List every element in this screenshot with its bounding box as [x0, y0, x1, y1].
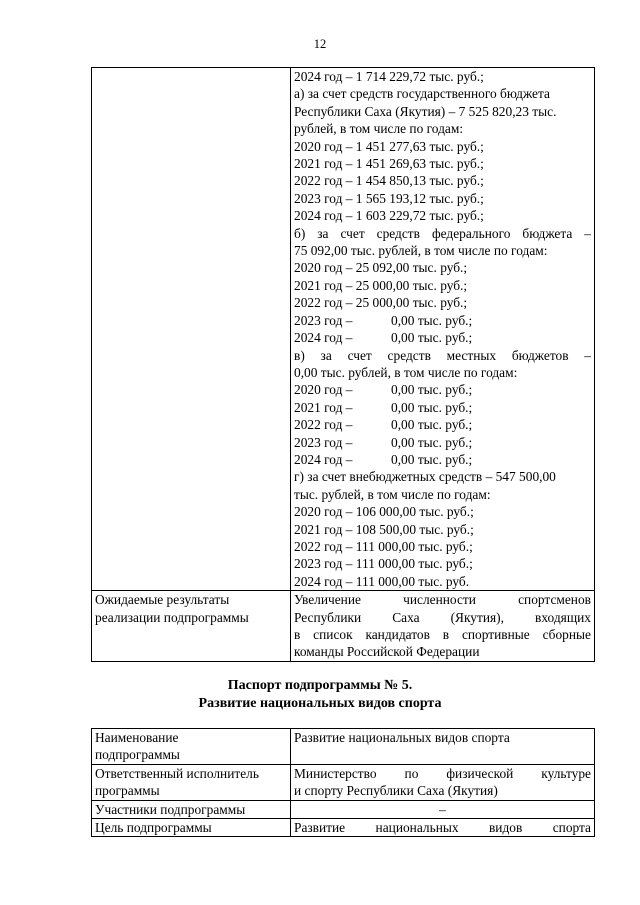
row-label-cell: [92, 729, 291, 765]
text-line: Республики Саха (Якутия) – 7 525 820,23 тыс.: [294, 103, 557, 119]
text-line: 2020 год – 106 000,00 тыс. руб.;: [294, 504, 474, 520]
text-line: 2020 год – 1 451 277,63 тыс. руб.;: [294, 138, 484, 154]
text-line: –: [439, 801, 446, 817]
text-line: Участники подпрограммы: [95, 801, 246, 817]
amount-unit: тыс. руб.;: [417, 312, 473, 328]
text-line: 2023 год – 111 000,00 тыс. руб.;: [294, 556, 473, 572]
row-label-cell: [92, 764, 291, 800]
year-label: 2024 год –: [294, 451, 353, 467]
row-label-cell: [92, 819, 291, 837]
amount-unit: тыс. руб.;: [417, 434, 473, 450]
amount-value: 0,00: [391, 451, 415, 467]
text-line: 2022 год – 111 000,00 тыс. руб.;: [294, 538, 473, 554]
text-line: 2021 год – 1 451 269,63 тыс. руб.;: [294, 156, 484, 172]
amount-line: [294, 416, 591, 433]
text-line: и спорту Республики Саха (Якутия): [294, 783, 498, 799]
amount-value: 0,00: [391, 417, 415, 433]
text-line: Ожидаемые результаты: [95, 592, 230, 608]
amount-unit: тыс. руб.;: [417, 382, 473, 398]
passport-table: [91, 728, 595, 837]
text-line: б) за счет средств федерального бюджета –: [294, 225, 591, 241]
passport-heading-line1: Паспорт подпрограммы № 5.: [227, 678, 413, 693]
year-label: 2021 год –: [294, 399, 353, 415]
funding-label-cell: [92, 68, 291, 591]
row-label-cell: [92, 800, 291, 818]
amount-line: [294, 399, 591, 416]
amount-line: [294, 434, 591, 451]
text-line: тыс. рублей, в том числе по годам:: [294, 486, 491, 502]
text-line: Министерство по физической культуре: [294, 765, 591, 781]
amount-line: [294, 381, 591, 398]
text-line: программы: [95, 783, 160, 799]
results-label-cell: [92, 591, 291, 662]
text-line: рублей, в том числе по годам:: [294, 121, 464, 137]
text-line: 2022 год – 25 000,00 тыс. руб.;: [294, 295, 468, 311]
amount-value: 0,00: [391, 434, 415, 450]
year-label: 2022 год –: [294, 417, 353, 433]
text-line: 2021 год – 25 000,00 тыс. руб.;: [294, 277, 468, 293]
text-line: г) за счет внебюджетных средств – 547 500,00: [294, 469, 556, 485]
text-line: команды Российской Федерации: [294, 644, 480, 660]
amount-value: 0,00: [391, 330, 415, 346]
results-row: [92, 591, 595, 662]
amount-line: [294, 329, 591, 346]
row-value-cell: [291, 729, 595, 765]
text-line: 2023 год – 1 565 193,12 тыс. руб.;: [294, 190, 484, 206]
text-line: 2024 год – 111 000,00 тыс. руб.: [294, 573, 470, 589]
amount-unit: тыс. руб.;: [417, 399, 473, 415]
page-number: 12: [313, 37, 327, 51]
year-label: 2023 год –: [294, 434, 353, 450]
year-label: 2020 год –: [294, 382, 353, 398]
funding-value-cell: [291, 68, 595, 591]
table-row: [92, 764, 595, 800]
text-line: Республики Саха (Якутия), входящих: [294, 609, 591, 625]
text-line: Развитие национальных видов спорта: [294, 820, 591, 836]
results-value-cell: [291, 591, 595, 662]
amount-unit: тыс. руб.;: [417, 451, 473, 467]
text-line: 2024 год – 1 603 229,72 тыс. руб.;: [294, 208, 484, 224]
table-row: [92, 819, 595, 837]
text-line: 75 092,00 тыс. рублей, в том числе по годам:: [294, 243, 548, 259]
amount-line: [294, 451, 591, 468]
text-line: подпрограммы: [95, 747, 180, 763]
amount-unit: тыс. руб.;: [417, 417, 473, 433]
row-value-cell: [291, 819, 595, 837]
passport-heading-line2: Развитие национальных видов спорта: [198, 696, 442, 711]
text-line: Наименование: [95, 730, 179, 745]
text-line: в) за счет средств местных бюджетов –: [294, 347, 591, 363]
amount-line: [294, 312, 591, 329]
text-line: Цель подпрограммы: [95, 820, 212, 836]
amount-value: 0,00: [391, 382, 415, 398]
text-line: а) за счет средств государственного бюджета: [294, 86, 550, 102]
text-line: Увеличение численности спортсменов: [294, 592, 591, 608]
text-line: 0,00 тыс. рублей, в том числе по годам:: [294, 364, 518, 380]
text-line: 2020 год – 25 092,00 тыс. руб.;: [294, 260, 468, 276]
funding-row: [92, 68, 595, 591]
amount-value: 0,00: [391, 312, 415, 328]
text-line: Ответственный исполнитель: [95, 765, 259, 781]
text-line: в список кандидатов в спортивные сборные: [294, 627, 591, 642]
table-row: [92, 729, 595, 765]
text-line: 2021 год – 108 500,00 тыс. руб.;: [294, 521, 474, 537]
text-line: 2022 год – 1 454 850,13 тыс. руб.;: [294, 173, 484, 189]
funding-table: [91, 67, 595, 662]
year-label: 2023 год –: [294, 312, 353, 328]
text-line: реализации подпрограммы: [95, 609, 249, 625]
row-value-cell: [291, 764, 595, 800]
year-label: 2024 год –: [294, 330, 353, 346]
text-line: 2024 год – 1 714 229,72 тыс. руб.;: [294, 69, 484, 84]
row-value-cell: [291, 800, 595, 818]
table-row: [92, 800, 595, 818]
amount-value: 0,00: [391, 399, 415, 415]
text-line: Развитие национальных видов спорта: [294, 730, 510, 745]
amount-unit: тыс. руб.;: [417, 330, 473, 346]
